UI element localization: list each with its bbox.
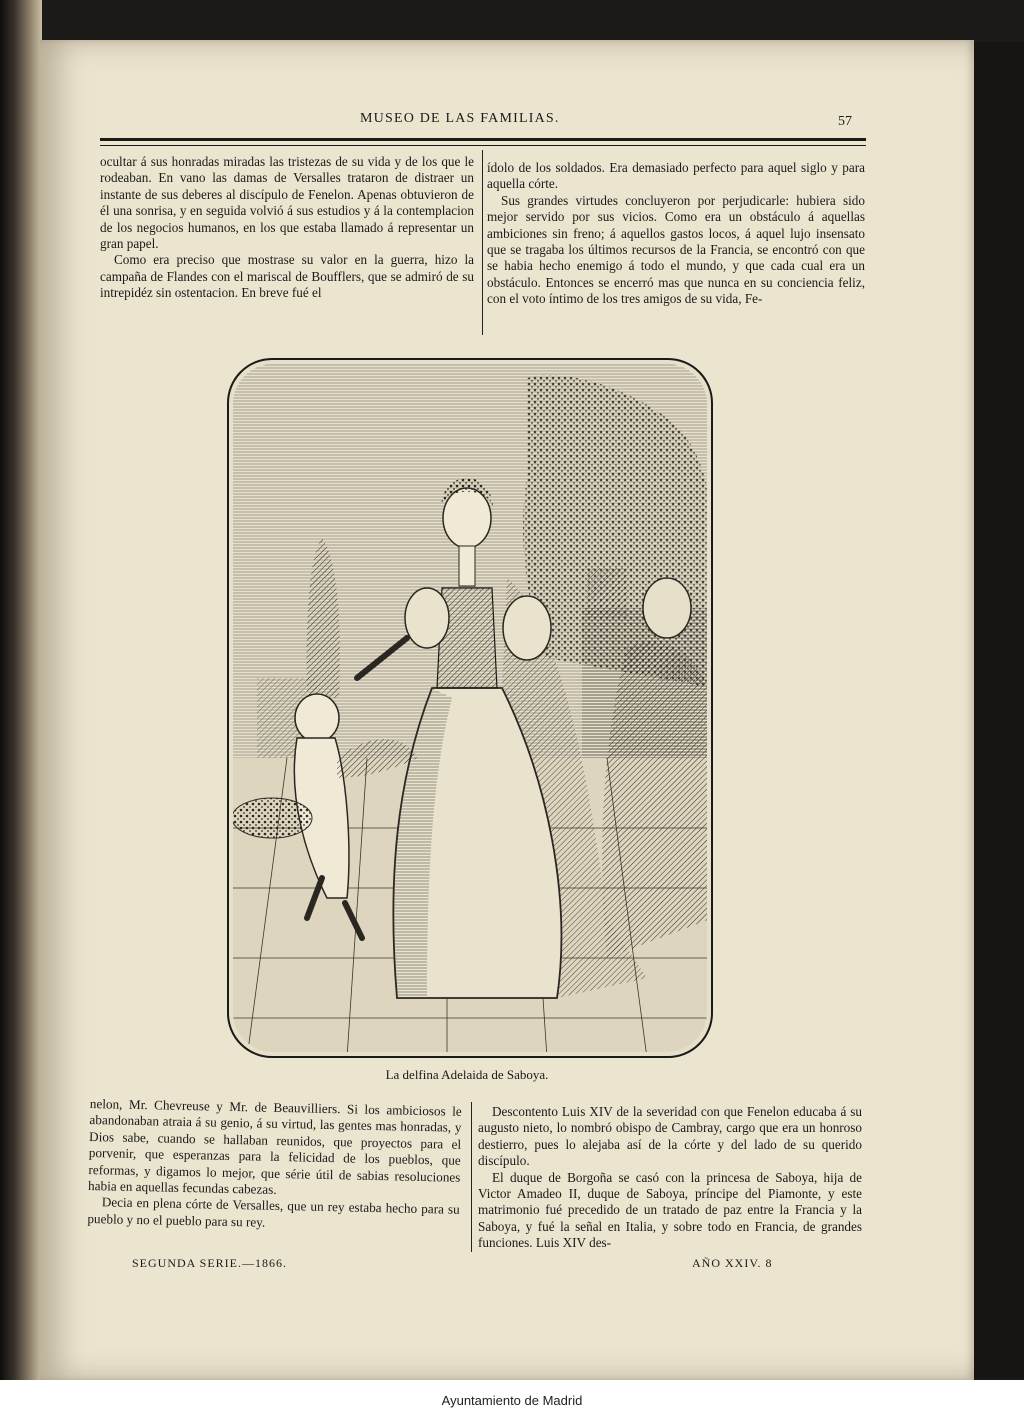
book-spine: [0, 0, 42, 1426]
paragraph: ocultar á sus honradas miradas las tristezas de su vida y de los que le rodeaban. En vano las damas de Versalles trataron de distraer un instante de sus deberes al discípulo de Fenelon. Apenas obtuvieron de él una sonrisa, y en seguida volvió á sus estudios y á la contemplacion de los negocios humanos, en los que estaba llamado á representar un gran papel.: [100, 154, 474, 252]
paragraph: ídolo de los soldados. Era demasiado perfecto para aquel siglo y para aquella córte.: [487, 160, 865, 192]
signature-series: SEGUNDA SERIE.—1866.: [132, 1256, 288, 1270]
engraving-illustration: [227, 358, 713, 1058]
running-header: MUSEO DE LAS FAMILIAS.: [360, 111, 560, 126]
paragraph: Decia en plena córte de Versalles, que un rey estaba hecho para su pueblo y no el pueblo para su rey.: [87, 1194, 460, 1230]
top-left-column: [100, 154, 474, 302]
signature-year: AÑO XXIV. 8: [692, 1256, 773, 1270]
paragraph: Sus grandes virtudes concluyeron por perjudicarle: hubiera sido mejor servido por sus vicios. Como era un obstáculo á aquellas ambiciones sin freno; á aquellos gastos locos, á aquel lujo insensato que se tragaba los últimos recursos de la Francia, se encontró con que se habia hecho enemigo á todo el mundo, y que cada cual era un obstáculo. Entonces se encerró mas que nunca en su conciencia feliz, con el voto íntimo de los tres amigos de su vida, Fe-: [487, 192, 865, 307]
top-right-column: [487, 160, 865, 308]
page-edge: [974, 42, 1024, 1378]
column-divider: [471, 1102, 472, 1252]
paragraph: Descontento Luis XIV de la severidad con que Fenelon educaba á su augusto nieto, lo nombró obispo de Cambray, cargo que era un honroso destierro, pues lo alejaba así de la córte y del lado de su querido discípulo.: [478, 1104, 862, 1169]
header-rule-thin: [100, 145, 866, 146]
footer-credit: Ayuntamiento de Madrid: [441, 1393, 583, 1408]
paragraph: El duque de Borgoña se casó con la princesa de Saboya, hija de Victor Amadeo II, duque de Saboya, príncipe del Piamonte, y este matrimonio fué precedido de un tratado de paz entre la Francia y la Saboya, y fué la señal en Italia, y sobre todo en Francia, de grandes funciones. Luis XIV des-: [478, 1169, 862, 1251]
column-divider: [482, 150, 483, 335]
header-rule-thick: [100, 138, 866, 141]
paragraph: Como era preciso que mostrase su valor en la guerra, hizo la campaña de Flandes con el mariscal de Boufflers, que se admiró de su intrepidéz sin ostentacion. En breve fué el: [100, 252, 474, 301]
illustration-caption: La delfina Adelaida de Saboya.: [385, 1067, 549, 1082]
page-number: 57: [838, 114, 852, 129]
scan-footer: [0, 1380, 1024, 1426]
paragraph: nelon, Mr. Chevreuse y Mr. de Beauvilliers. Si los ambiciosos le abandonaban atraia á su genio, á su virtud, las gentes mas honradas, y Dios sabe, cuando se hallaban reunidos, que proyectos para el porvenir, que esperanzas para la felicidad de los pueblos, que reformas, y digamos lo mejor, que série útil de sabias resoluciones habia en aquellas fecundas cabezas.: [87, 1096, 462, 1197]
bottom-right-column: [478, 1104, 862, 1252]
bottom-left-column: [87, 1096, 462, 1235]
